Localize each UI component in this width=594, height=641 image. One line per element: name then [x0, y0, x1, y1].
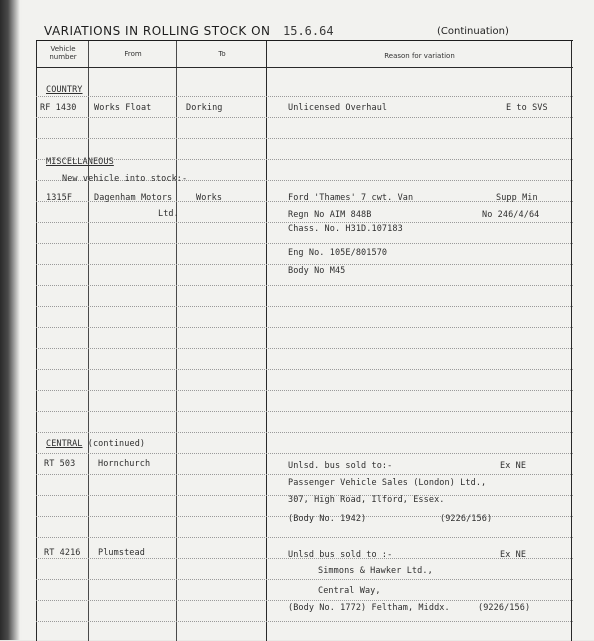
misc-from-line2: Ltd.	[158, 209, 179, 219]
central-row1-note: Ex NE	[500, 461, 527, 471]
ledger-grid	[36, 40, 573, 641]
col-line-right	[571, 41, 572, 641]
country-from: Works Float	[94, 103, 152, 113]
central-row2-from: Plumstead	[98, 548, 145, 558]
header-rule	[36, 67, 573, 68]
misc-reason-line3: Chass. No. H31D.107183	[288, 224, 403, 234]
section-heading-misc: MISCELLANEOUS	[46, 157, 114, 167]
col-line-vehicle	[88, 41, 89, 641]
misc-subheading: New vehicle into stock:-	[62, 174, 188, 184]
col-line-to	[266, 41, 267, 641]
central-row2-reason-line1: Unlsd bus sold to :-	[288, 550, 393, 560]
misc-reason-line4: Eng No. 105E/801570	[288, 248, 388, 258]
country-vehicle: RF 1430	[40, 103, 77, 113]
misc-note-line1: Supp Min	[496, 193, 538, 203]
misc-to: Works	[196, 193, 223, 203]
country-to: Dorking	[186, 103, 223, 113]
central-row1-reason-line3: 307, High Road, Ilford, Essex.	[288, 495, 445, 505]
country-reason: Unlicensed Overhaul	[288, 103, 388, 113]
country-note: E to SVS	[506, 103, 548, 113]
central-row2-note: Ex NE	[500, 550, 527, 560]
central-row1-reason-line2: Passenger Vehicle Sales (London) Ltd.,	[288, 478, 487, 488]
section-heading-country: COUNTRY	[46, 85, 83, 95]
misc-vehicle: 1315F	[46, 193, 73, 203]
col-header-from: From	[124, 50, 142, 58]
central-row1-reason-line1: Unlsd. bus sold to:-	[288, 461, 393, 471]
col-header-vehicle: Vehicle number	[49, 45, 77, 61]
central-row2-ref: (9226/156)	[478, 603, 531, 613]
form-date: 15.6.64	[283, 24, 334, 38]
central-row2-reason-line3: Central Way,	[318, 586, 381, 596]
central-row1-vehicle: RT 503	[44, 459, 76, 469]
central-heading-suffix: (continued)	[87, 439, 146, 449]
col-line-from	[176, 41, 177, 641]
central-heading-text: CENTRAL	[46, 439, 83, 449]
central-row1-from: Hornchurch	[98, 459, 151, 469]
central-row1-ref: (9226/156)	[440, 514, 493, 524]
misc-note-line2: No 246/4/64	[482, 210, 540, 220]
misc-reason-line2: Regn No AIM 848B	[288, 210, 372, 220]
col-header-to: To	[218, 50, 226, 58]
col-header-reason: Reason for variation	[384, 52, 455, 60]
misc-from-line1: Dagenham Motors	[94, 193, 173, 203]
section-heading-central	[46, 439, 145, 449]
form-title: VARIATIONS IN ROLLING STOCK ON	[44, 24, 271, 38]
continuation-label: (Continuation)	[437, 26, 509, 37]
misc-reason-line5: Body No M45	[288, 266, 346, 276]
form-sheet	[22, 0, 594, 640]
central-row2-reason-line2: Simmons & Hawker Ltd.,	[318, 566, 433, 576]
central-row2-reason-line4: (Body No. 1772) Feltham, Middx.	[288, 603, 450, 613]
col-line-left	[36, 41, 37, 641]
misc-reason-line1: Ford 'Thames' 7 cwt. Van	[288, 193, 414, 203]
central-row2-vehicle: RT 4216	[44, 548, 81, 558]
central-row1-reason-line4: (Body No. 1942)	[288, 514, 367, 524]
